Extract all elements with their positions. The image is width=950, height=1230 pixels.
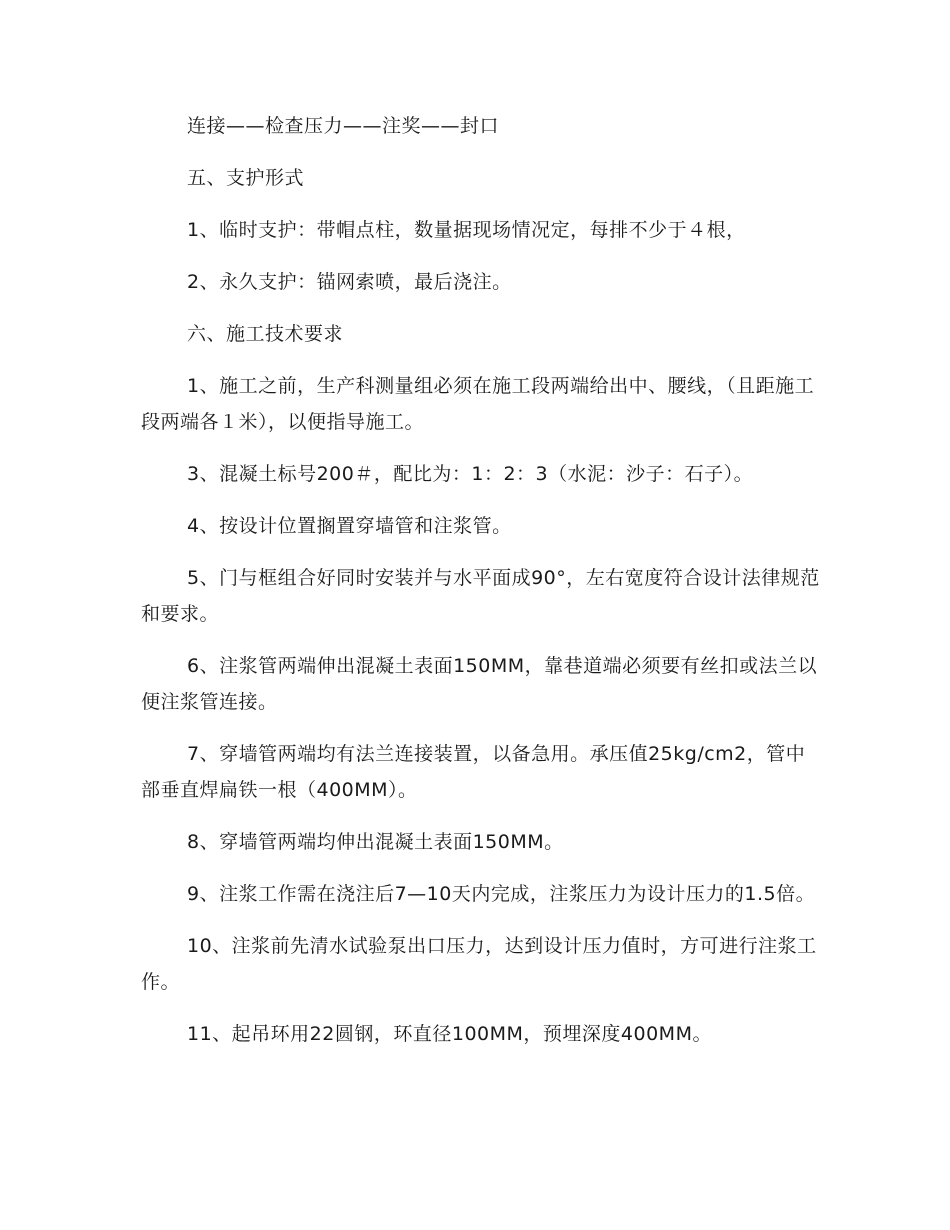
paragraph-permanent-support: 2、永久支护：锚网索喷，最后浇注。 (187, 271, 512, 293)
heading-support-form: 五、支护形式 (187, 167, 305, 189)
paragraph-connection-sequence: 连接——检查压力——注奖——封口 (187, 115, 500, 137)
paragraph-requirement-5: 5、门与框组合好同时安装并与水平面成90°，左右宽度符合设计法律规范和要求。 (141, 567, 820, 625)
heading-construction-requirements: 六、施工技术要求 (187, 323, 344, 345)
paragraph-requirement-7: 7、穿墙管两端均有法兰连接装置，以备急用。承压值25kg/cm2，管中部垂直焊扁铁一根（400MM）。 (141, 743, 806, 801)
document-body (141, 108, 821, 1068)
paragraph-requirement-10: 10、注浆前先清水试验泵出口压力，达到设计压力值时，方可进行注浆工作。 (141, 935, 817, 993)
paragraph-requirement-4: 4、按设计位置搁置穿墙管和注浆管。 (187, 515, 512, 537)
paragraph-requirement-9: 9、注浆工作需在浇注后7—10天内完成，注浆压力为设计压力的1.5倍。 (187, 883, 816, 905)
paragraph-requirement-11: 11、起吊环用22圆钢，环直径100MM，预埋深度400MM。 (187, 1023, 712, 1045)
paragraph-requirement-6: 6、注浆管两端伸出混凝土表面150MM，靠巷道端必须要有丝扣或法兰以便注浆管连接。 (141, 655, 818, 713)
paragraph-requirement-1: 1、施工之前，生产科测量组必须在施工段两端给出中、腰线，（且距施工段两端各１米），以便指导施工。 (141, 375, 815, 433)
paragraph-requirement-3: 3、混凝土标号200＃，配比为：1：2：3（水泥：沙子：石子）。 (187, 463, 754, 485)
paragraph-temporary-support: 1、临时支护：带帽点柱，数量据现场情况定，每排不少于４根， (187, 219, 746, 241)
paragraph-requirement-8: 8、穿墙管两端均伸出混凝土表面150MM。 (187, 831, 564, 853)
